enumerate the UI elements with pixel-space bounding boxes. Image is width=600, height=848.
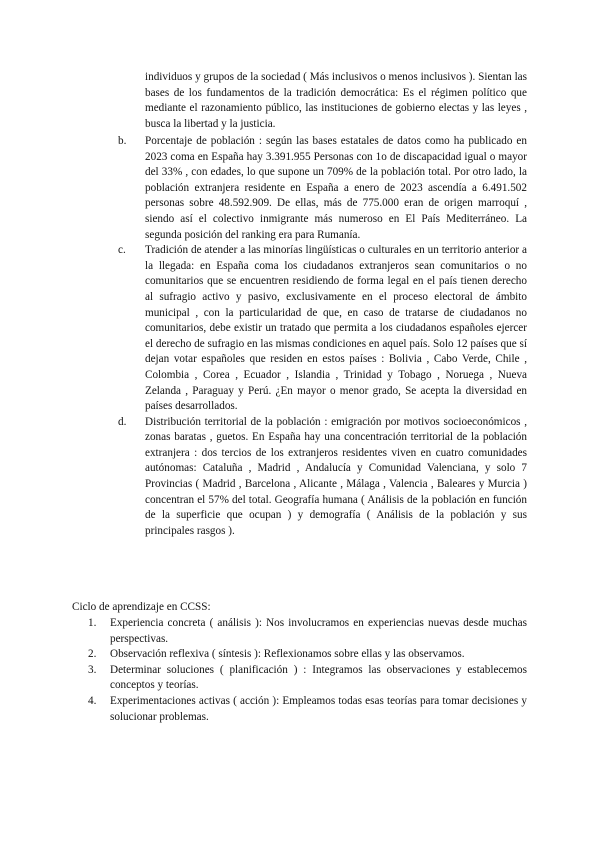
list-item-a-continuation: individuos y grupos de la sociedad ( Más inclusivos o menos inclusivos ). Sientan las bases de los fundamentos de la tradición democrática: Es el régimen político que mediante el razonamiento público, las instituciones de gobierno electas y las leyes , busca la libertad y la justicia. xyxy=(145,71,527,130)
numbered-list xyxy=(88,616,527,725)
list-item-1 xyxy=(88,616,527,647)
list-item-text: Determinar soluciones ( planificación ) : Integramos las observaciones y establecemos conceptos y teorías. xyxy=(110,663,527,692)
list-marker: c. xyxy=(118,244,126,257)
list-item-text: Porcentaje de población : según las bases estatales de datos como ha publicado en 2023 coma en España hay 3.391.955 Personas con 1o de discapacidad igual o mayor del 33% , con edades, lo que supone un 709% de la población total. Por otro lado, la población extranjera residente en España a enero de 2023 ascendía a 6.491.502 personas sobre 48.592.909. De ellas, más de 775.000 eran de origen marroquí , siendo así el colectivo inmigrante más numeroso en El País Mediterráneo. La segunda posición del ranking era para Rumanía. xyxy=(145,135,527,241)
list-marker: 4. xyxy=(88,694,97,707)
list-marker: 1. xyxy=(88,617,97,629)
list-item-text: Tradición de atender a las minorías lingüísticas o culturales en un territorio anterior a la llegada: en España coma los ciudadanos extranjeros sean comunitarios o no comunitarios que se encuentren residiendo de forma legal en el país tienen derecho al sufragio activo y pasivo, exclusivamente en el proceso electoral de ámbito municipal , con la particularidad de que, en caso de tratarse de ciudadanos no comunitarios, debe existir un tratado que permita a los ciudadanos españoles ejercer el derecho de sufragio en las mismas condiciones en aquel país. Solo 12 países que sí dejan votar españoles que residen en estos países : Bolivia , Cabo Verde, Chile , Colombia , Corea , Ecuador , Islandia , Trinidad y Tobago , Noruega , Nueva Zelanda , Paraguay y Perú. ¿En mayor o menor grado, Se acepta la diversidad en países desarrollados. xyxy=(145,244,527,413)
list-item-text: Distribución territorial de la población : emigración por motivos socioeconómicos , zonas baratas , guetos. En España hay una concentración territorial de la población extranjera : dos tercios de los extranjeros residentes viven en cuatro comunidades autónomas: Cataluña , Madrid , Andalucía y Comunidad Valenciana, y solo 7 Provincias ( Madrid , Barcelona , Alicante , Málaga , Valencia , Baleares y Murcia ) concentran el 57% del total. Geografía humana ( Análisis de la población en función de la superficie que ocupan ) y demografía ( Análisis de la población y sus principales rasgos ). xyxy=(145,415,527,537)
list-item-b xyxy=(118,134,527,243)
lettered-list xyxy=(118,134,527,539)
list-marker: b. xyxy=(118,135,127,147)
list-item-d xyxy=(118,415,527,540)
list-item-3 xyxy=(88,663,527,694)
list-marker: 2. xyxy=(88,648,97,661)
list-item-text: Experiencia concreta ( análisis ): Nos involucramos en experiencias nuevas desde muchas perspectivas. xyxy=(110,617,527,645)
list-marker: d. xyxy=(118,415,127,428)
list-item-2 xyxy=(88,647,527,663)
list-item-c xyxy=(118,243,527,415)
list-item-text: Experimentaciones activas ( acción ): Empleamos todas esas teorías para tomar decisiones y solucionar problemas. xyxy=(110,694,527,723)
list-item-text: Observación reflexiva ( síntesis ): Reflexionamos sobre ellas y las observamos. xyxy=(110,648,465,661)
list-item-4 xyxy=(88,694,527,725)
list-marker: 3. xyxy=(88,663,97,676)
section-heading: Ciclo de aprendizaje en CCSS: xyxy=(72,601,211,613)
